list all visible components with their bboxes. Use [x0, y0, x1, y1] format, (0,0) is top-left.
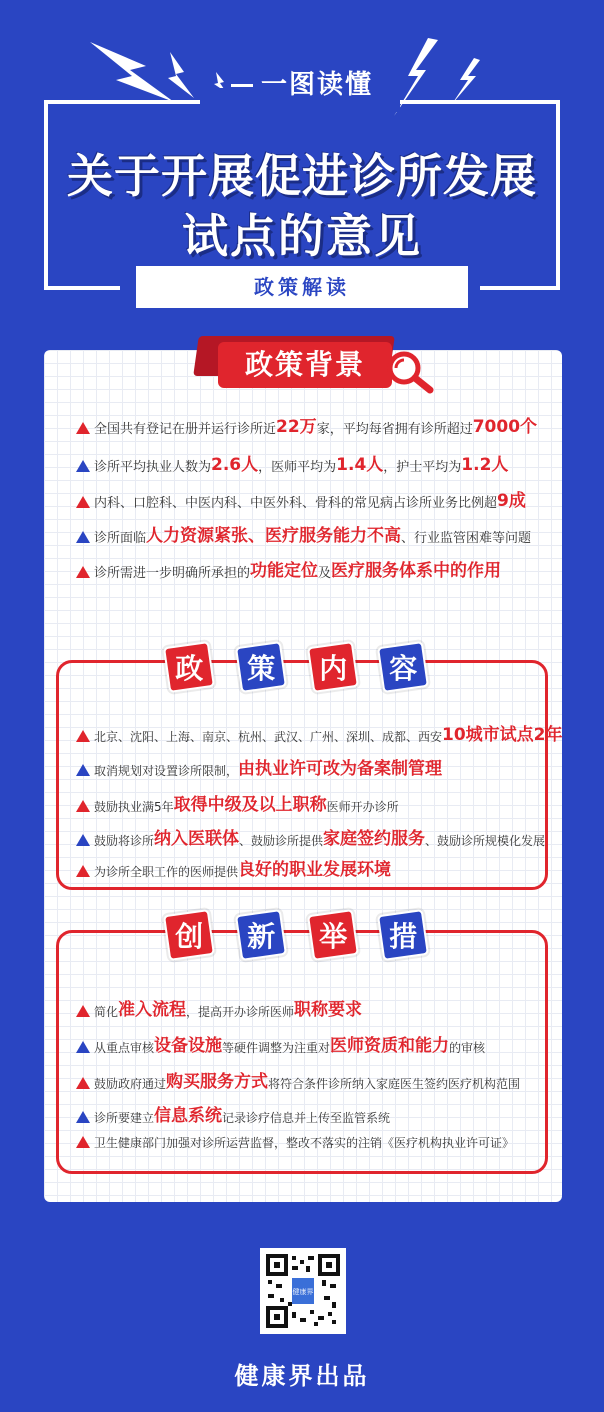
item-text: 北京、沈阳、上海、南京、杭州、武汉、广州、深圳、成都、西安	[94, 730, 443, 744]
item-text: 鼓励政府通过	[94, 1077, 167, 1091]
highlight-text: 人力资源紧张、医疗服务能力不高	[146, 526, 402, 546]
item-text: ，护士平均为	[383, 460, 462, 475]
item-text: 将符合条件诊所纳入家庭医生签约医疗机构范围	[268, 1077, 521, 1091]
item-text: 从重点审核	[94, 1041, 155, 1055]
blue-triangle-icon	[76, 531, 90, 543]
red-triangle-icon	[76, 865, 90, 877]
item-text: 卫生健康部门加强对诊所运营监督，整改不落实的注销《医疗机构执业许可证》	[94, 1136, 515, 1150]
blue-triangle-icon	[76, 460, 90, 472]
red-triangle-icon	[76, 496, 90, 508]
page-title-line-2: 试点的意见	[182, 209, 422, 263]
blue-triangle-icon	[76, 1041, 90, 1053]
highlight-text: 纳入医联体	[154, 829, 240, 849]
item-text: 内科、口腔科、中医内科、中医外科、骨科的常见病占诊所业务比例超	[94, 496, 498, 511]
highlight-text: 医疗服务体系中的作用	[331, 561, 502, 581]
item-text: 诊所需进一步明确所承担的	[94, 566, 251, 581]
qr-code-icon	[266, 1254, 340, 1328]
red-triangle-icon	[76, 422, 90, 434]
list-item	[76, 1101, 390, 1126]
item-text: 等硬件调整为注重对	[222, 1041, 331, 1055]
heading-char-tile	[307, 909, 359, 961]
list-item	[76, 995, 362, 1020]
heading-char: 措	[389, 919, 418, 953]
red-triangle-icon	[76, 1077, 90, 1089]
heading-char-tile	[163, 641, 215, 693]
blue-triangle-icon	[76, 764, 90, 776]
list-item	[76, 412, 537, 437]
highlight-text: 购买服务方式	[166, 1072, 269, 1092]
heading-char: 策	[247, 651, 276, 685]
item-text: 、鼓励诊所规模化发展	[425, 834, 546, 848]
item-text: 、鼓励诊所提供	[239, 834, 324, 848]
highlight-text: 设备设施	[154, 1036, 223, 1056]
item-text: 取消规划对设置诊所限制，	[94, 764, 239, 778]
highlight-text: 1.4人	[336, 455, 384, 475]
footer-label: 健康界出品	[234, 1362, 370, 1390]
highlight-text: 1.2人	[461, 455, 509, 475]
heading-char-tile	[377, 909, 429, 961]
page-title-line-1: 关于开展促进诊所发展	[67, 149, 537, 203]
item-text: 诊所面临	[94, 531, 147, 546]
list-item	[76, 556, 501, 581]
list-item	[76, 521, 531, 546]
tagline	[0, 64, 604, 101]
item-text: 全国共有登记在册并运行诊所近	[94, 422, 277, 437]
list-item	[76, 790, 399, 815]
heading-char: 容	[389, 651, 418, 685]
item-text: 及	[318, 566, 332, 581]
heading-char-tile	[235, 909, 287, 961]
magnifier-icon	[384, 348, 436, 394]
heading-char-tile	[235, 641, 287, 693]
item-text: 家，平均每省拥有诊所超过	[316, 422, 473, 437]
heading-char: 内	[319, 651, 348, 685]
item-text: 医师开办诊所	[326, 800, 399, 814]
item-text: 鼓励将诊所	[94, 834, 155, 848]
qr-caption: 健康界	[292, 1288, 314, 1296]
blue-triangle-icon	[76, 1111, 90, 1123]
heading-char-tile	[377, 641, 429, 693]
blue-triangle-icon	[76, 834, 90, 846]
dash	[231, 84, 253, 87]
highlight-text: 良好的职业发展环境	[238, 860, 392, 880]
red-triangle-icon	[76, 1005, 90, 1017]
item-text: 的审核	[449, 1041, 486, 1055]
highlight-text: 9成	[497, 491, 526, 511]
highlight-text: 取得中级及以上职称	[173, 795, 327, 815]
highlight-text: 功能定位	[250, 561, 319, 581]
item-text: 诊所平均执业人数为	[94, 460, 212, 475]
item-text: 鼓励执业满5年	[94, 800, 174, 814]
list-item	[76, 754, 442, 779]
qr-code[interactable]	[260, 1248, 346, 1334]
section-heading-background: 政策背景	[218, 342, 392, 388]
highlight-text: 准入流程	[118, 1000, 187, 1020]
item-text: 、行业监管困难等问题	[401, 531, 532, 546]
highlight-text: 由执业许可改为备案制管理	[238, 759, 443, 779]
subtitle-box: 政策解读	[136, 266, 468, 308]
item-text: ，提高开办诊所医师	[186, 1005, 295, 1019]
heading-char: 创	[175, 919, 204, 953]
red-triangle-icon	[76, 730, 90, 742]
red-triangle-icon	[76, 566, 90, 578]
list-item	[76, 855, 391, 880]
list-item	[76, 720, 563, 745]
highlight-text: 信息系统	[154, 1106, 223, 1126]
red-triangle-icon	[76, 800, 90, 812]
highlight-text: 职称要求	[294, 1000, 363, 1020]
list-item	[76, 1067, 520, 1092]
highlight-text: 家庭签约服务	[323, 829, 426, 849]
highlight-text: 10城市试点2年	[442, 725, 563, 745]
list-item	[76, 1031, 485, 1056]
heading-char-tile	[307, 641, 359, 693]
item-text: ，医师平均为	[258, 460, 337, 475]
heading-char: 举	[319, 919, 348, 953]
list-item	[76, 450, 508, 475]
heading-char: 政	[175, 651, 204, 685]
item-text: 简化	[94, 1005, 119, 1019]
list-item	[76, 486, 526, 511]
list-item	[76, 1134, 514, 1151]
item-text: 为诊所全职工作的医师提供	[94, 865, 239, 879]
item-text: 记录诊疗信息并上传至监管系统	[222, 1111, 391, 1125]
red-triangle-icon	[76, 1136, 90, 1148]
highlight-text: 22万	[276, 417, 317, 437]
highlight-text: 医师资质和能力	[330, 1036, 450, 1056]
heading-char-tile	[163, 909, 215, 961]
heading-char: 新	[247, 919, 276, 953]
list-item	[76, 824, 545, 849]
highlight-text: 2.6人	[211, 455, 259, 475]
tagline-text: 一图读懂	[260, 70, 373, 100]
item-text: 诊所要建立	[94, 1111, 155, 1125]
highlight-text: 7000个	[472, 417, 538, 437]
